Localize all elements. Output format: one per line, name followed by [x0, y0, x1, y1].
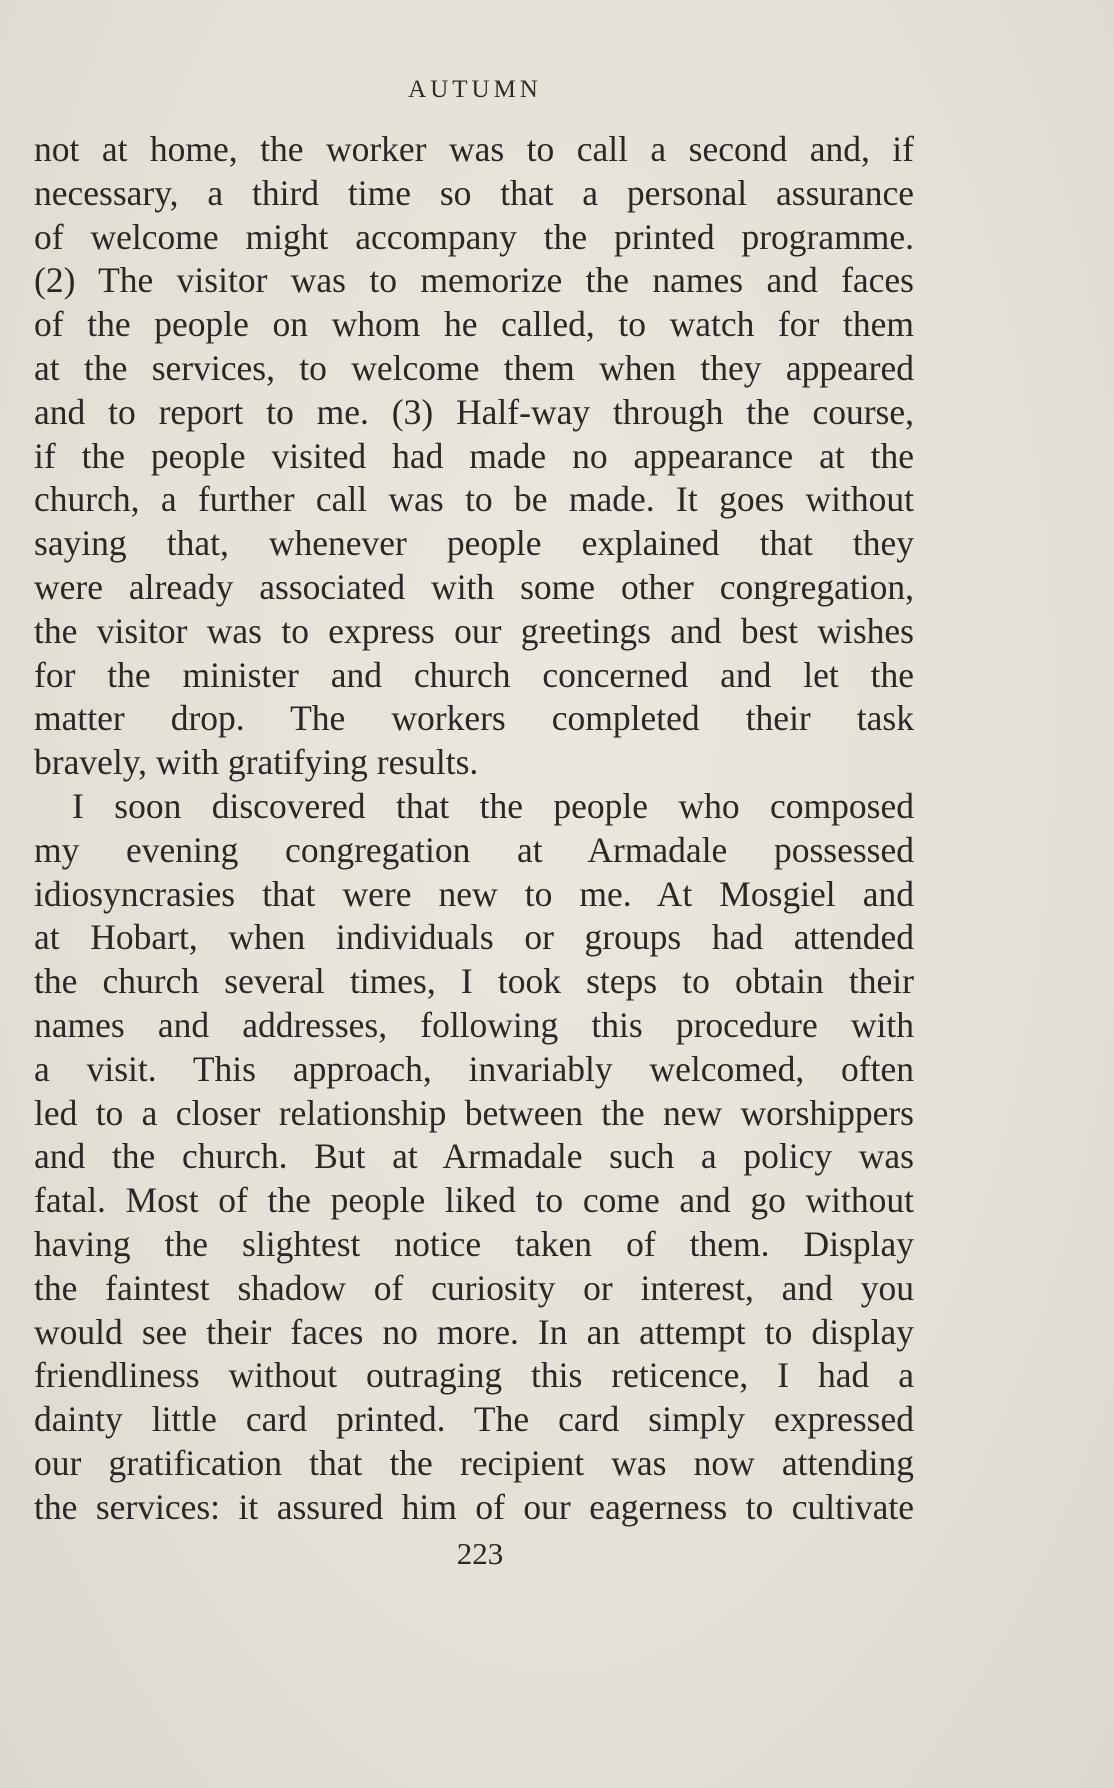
text-line: of welcome might accompany the printed programme. [34, 216, 914, 257]
text-line: fatal. Most of the people liked to come and go without [34, 1180, 914, 1221]
text-line: I soon discovered that the people who composed [72, 785, 914, 826]
page-number: 223 [456, 1536, 504, 1571]
text-line: friendliness without outraging this reticence, I had a [34, 1355, 914, 1396]
text-line: were already associated with some other congregation, [34, 566, 914, 607]
text-line: of the people on whom he called, to watch for them [34, 304, 914, 345]
text-line: having the slightest notice taken of them. Display [34, 1223, 914, 1264]
body-text [34, 128, 914, 1530]
text-line: would see their faces no more. In an attempt to display [34, 1311, 914, 1352]
text-line: necessary, a third time so that a personal assurance [34, 172, 914, 213]
text-line: at Hobart, when individuals or groups had attended [34, 917, 914, 958]
text-line: and to report to me. (3) Half-way through the course, [34, 391, 914, 432]
text-line: matter drop. The workers completed their task [34, 698, 914, 739]
text-line: our gratification that the recipient was now attending [34, 1442, 914, 1483]
text-line: the faintest shadow of curiosity or interest, and you [34, 1267, 914, 1308]
text-line: for the minister and church concerned and let the [34, 654, 914, 695]
text-line: my evening congregation at Armadale possessed [34, 829, 914, 870]
text-line: the church several times, I took steps to obtain their [34, 961, 914, 1002]
text-line: if the people visited had made no appearance at the [34, 435, 914, 476]
text-line: the services: it assured him of our eagerness to cultivate [34, 1486, 914, 1527]
text-line: and the church. But at Armadale such a policy was [34, 1136, 914, 1177]
text-line: at the services, to welcome them when they appeared [34, 347, 914, 388]
text-line: led to a closer relationship between the new worshippers [34, 1092, 914, 1133]
text-line: bravely, with gratifying results. [34, 742, 479, 783]
text-line: names and addresses, following this procedure with [34, 1004, 914, 1045]
text-line: a visit. This approach, invariably welcomed, often [34, 1048, 914, 1089]
text-line: idiosyncrasies that were new to me. At Mosgiel and [34, 873, 914, 914]
running-head: AUTUMN [408, 76, 542, 103]
text-line: dainty little card printed. The card simply expressed [34, 1399, 914, 1440]
text-line: (2) The visitor was to memorize the names and faces [34, 260, 914, 301]
text-line: church, a further call was to be made. It goes without [34, 479, 914, 520]
text-line: the visitor was to express our greetings and best wishes [34, 610, 914, 651]
text-line: saying that, whenever people explained that they [34, 523, 914, 564]
text-line: not at home, the worker was to call a second and, if [34, 129, 914, 169]
